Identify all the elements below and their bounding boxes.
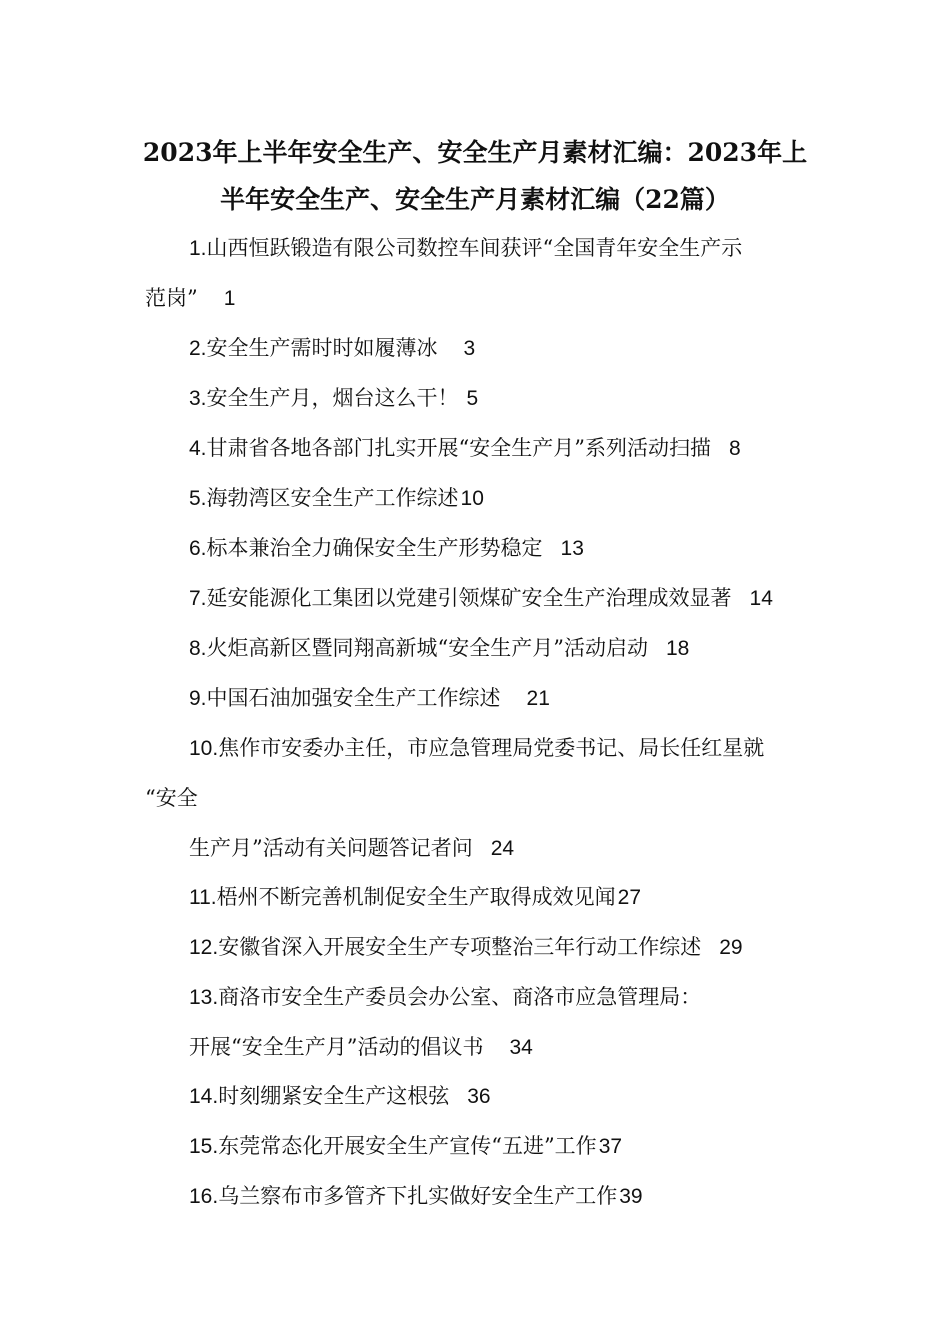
toc-entry-title: 安全生产需时时如履薄冰 (206, 336, 438, 360)
toc-entry-title-cont: 生产月”活动有关问题答记者问 (189, 836, 473, 860)
toc-entry-title: 乌兰察布市多管齐下扎实做好安全生产工作 (218, 1184, 618, 1208)
toc-entry-title: 时刻绷紧安全生产这根弦 (218, 1084, 450, 1108)
toc-entry-title: 安徽省深入开展安全生产专项整治三年行动工作综述 (218, 935, 702, 959)
toc-entry-number: 6. (189, 537, 207, 560)
toc-entry-title: 火炬高新区暨同翔高新城“安全生产月”活动启动 (206, 636, 648, 660)
toc-entry-number: 2. (189, 337, 207, 360)
toc-entry-page-number: 39 (619, 1185, 643, 1208)
toc-entry-number: 3. (189, 387, 207, 410)
toc-entry-7[interactable] (189, 583, 773, 614)
toc-entry-number: 15. (189, 1135, 219, 1158)
toc-entry-number: 13. (189, 986, 219, 1009)
toc-entry-title: 梧州不断完善机制促安全生产取得成效见闻 (216, 885, 616, 909)
toc-entry-5[interactable] (189, 483, 484, 514)
toc-entry-title: 中国石油加强安全生产工作综述 (206, 686, 501, 710)
toc-entry-2[interactable] (189, 333, 475, 364)
toc-entry-title: 标本兼治全力确保安全生产形势稳定 (206, 536, 543, 560)
toc-entry-number: 16. (189, 1185, 219, 1208)
document-title-line-1: 2023年上半年安全生产、安全生产月素材汇编：2023年上 (142, 138, 808, 167)
toc-entry-number: 4. (189, 437, 207, 460)
toc-entry-page-number: 27 (617, 886, 641, 909)
toc-entry-number: 7. (189, 587, 207, 610)
toc-entry-page-number: 10 (460, 487, 484, 510)
toc-entry-title: 安全生产月，烟台这么干！ (206, 386, 459, 410)
toc-entry-6[interactable] (189, 533, 584, 564)
toc-entry-10-continuation-2[interactable] (189, 833, 514, 864)
toc-entry-title: 商洛市安全生产委员会办公室、商洛市应急管理局： (218, 985, 702, 1009)
toc-entry-number: 10. (189, 737, 219, 760)
toc-entry-page-number: 3 (463, 337, 476, 360)
toc-entry-number: 1. (189, 237, 207, 260)
toc-entry-page-number: 1 (223, 287, 236, 310)
toc-entry-4[interactable] (189, 433, 741, 464)
toc-entry-11[interactable] (189, 882, 641, 913)
toc-entry-number: 5. (189, 487, 207, 510)
toc-entry-10-continuation[interactable] (145, 783, 198, 813)
toc-entry-16[interactable] (189, 1181, 643, 1212)
toc-entry-page-number: 14 (749, 587, 773, 610)
toc-entry-number: 9. (189, 687, 207, 710)
toc-entry-page-number: 24 (490, 837, 515, 860)
toc-entry-title: 焦作市安委办主任，市应急管理局党委书记、局长任红星就 (218, 736, 765, 760)
toc-entry-number: 8. (189, 637, 207, 660)
toc-entry-page-number: 18 (666, 637, 690, 660)
toc-entry-title: 山西恒跃锻造有限公司数控车间获评“全国青年安全生产示 (206, 236, 743, 260)
document-title-line-2: 半年安全生产、安全生产月素材汇编（22篇） (220, 185, 730, 214)
toc-entry-title-cont: 开展“安全生产月”活动的倡议书 (189, 1035, 484, 1059)
toc-entry-1-continuation[interactable] (145, 283, 235, 314)
toc-entry-page-number: 13 (560, 537, 584, 560)
toc-entry-title: 延安能源化工集团以党建引领煤矿安全生产治理成效显著 (206, 586, 732, 610)
toc-entry-page-number: 8 (729, 437, 741, 460)
toc-entry-1[interactable] (189, 233, 742, 264)
toc-entry-14[interactable] (189, 1081, 491, 1112)
toc-entry-13[interactable] (189, 982, 701, 1013)
toc-entry-9[interactable] (189, 683, 550, 714)
toc-entry-8[interactable] (189, 633, 689, 664)
toc-entry-number: 14. (189, 1085, 219, 1108)
toc-entry-page-number: 36 (467, 1085, 491, 1108)
toc-entry-page-number: 21 (526, 687, 550, 710)
toc-entry-page-number: 29 (719, 936, 743, 959)
toc-entry-number: 11. (189, 886, 217, 909)
toc-entry-page-number: 34 (509, 1036, 533, 1059)
toc-entry-12[interactable] (189, 932, 743, 963)
toc-entry-13-continuation[interactable] (189, 1032, 533, 1063)
toc-entry-title: 东莞常态化开展安全生产宣传“五进”工作 (218, 1134, 597, 1158)
toc-entry-15[interactable] (189, 1131, 622, 1162)
toc-entry-page-number: 5 (466, 387, 479, 410)
toc-entry-title-cont: 范岗” (145, 286, 198, 310)
toc-entry-page-number: 37 (598, 1135, 623, 1158)
toc-entry-3[interactable] (189, 383, 478, 414)
toc-entry-title: 海勃湾区安全生产工作综述 (206, 486, 459, 510)
toc-entry-number: 12. (189, 936, 219, 959)
toc-entry-title: 甘肃省各地各部门扎实开展“安全生产月”系列活动扫描 (206, 436, 711, 460)
toc-entry-title-cont: “安全 (145, 786, 198, 810)
toc-entry-10[interactable] (189, 733, 764, 764)
